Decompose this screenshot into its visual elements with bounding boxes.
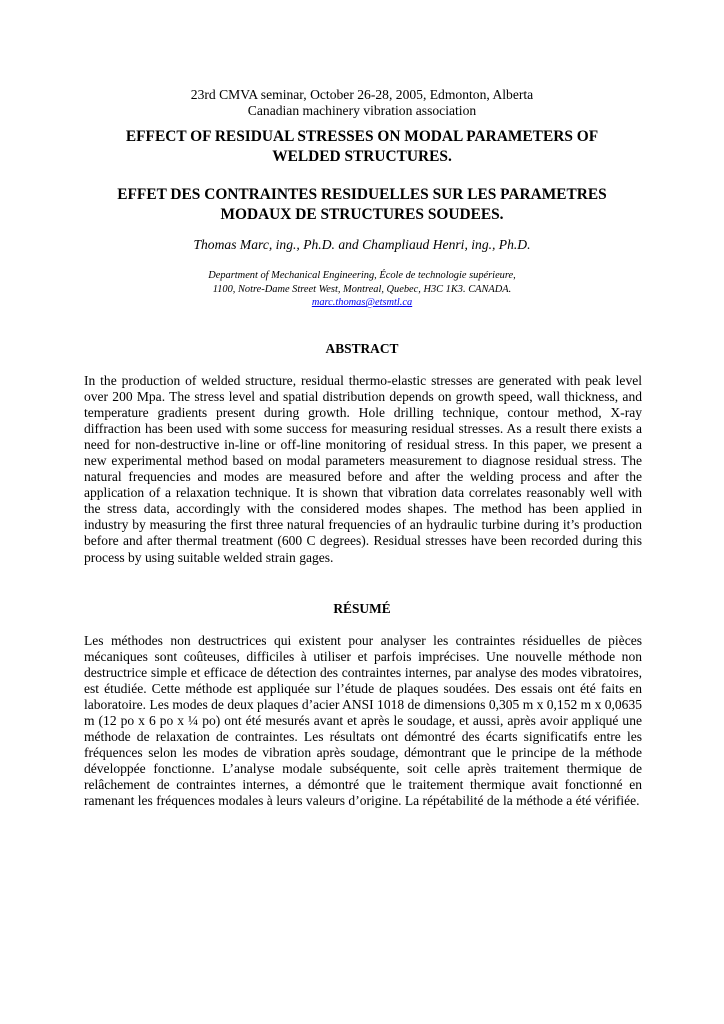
affiliation-email-row <box>0 296 724 310</box>
resume-heading: RÉSUMÉ <box>333 601 391 616</box>
affiliation-line2: 1100, Notre-Dame Street West, Montreal, Quebec, H3C 1K3. CANADA. <box>212 283 512 295</box>
affiliation-line1: Department of Mechanical Engineering, École de technologie supérieure, <box>208 270 516 281</box>
title-french <box>60 185 664 225</box>
seminar-line: 23rd CMVA seminar, October 26-28, 2005, Edmonton, Alberta <box>190 87 534 102</box>
resume-paragraph: Les méthodes non destructrices qui existent pour analyser les contraintes résiduelles de pièces mécaniques sont coûteuses, difficiles à utiliser et parfois imprécises. Une nouvelle méthode non destructrice simple et efficace de détection des contraintes internes, par analyse des modes vibratoires, est étudiée. Cette méthode est appliquée sur l’étude de plaques soudées. Des essais ont été faits en laboratoire. Les modes de deux plaques d’acier ANSI 1018 de dimensions 0,305 m x 0,152 m x 0,0635 m (12 po x 6 po x ¼ po) ont été mesurés avant et après le soudage, et aussi, après avoir appliqué une méthode de relaxation de contraintes. Les résultats ont démontré des écarts significatifs entre les fréquences selon les modes de vibration après soudage, démontrant que le principe de la méthode développée fonctionne. L’analyse modale subséquente, soit celle après traitement thermique de relâchement de contraintes internes, a démontré que le traitement thermique avait fonctionné en ramenant les fréquences modales à leurs valeurs d’origine. La répétabilité de la méthode a été vérifiée. <box>84 633 642 809</box>
abstract-heading: ABSTRACT <box>325 341 399 356</box>
title-french-line2: MODAUX DE STRUCTURES SOUDEES. <box>220 206 504 223</box>
title-english-line1: EFFECT OF RESIDUAL STRESSES ON MODAL PARAMETERS OF <box>125 128 599 145</box>
title-english-line2: WELDED STRUCTURES. <box>272 148 452 165</box>
email-link[interactable]: marc.thomas@etsmtl.ca <box>311 297 413 308</box>
authors-line: Thomas Marc, ing., Ph.D. and Champliaud Henri, ing., Ph.D. <box>193 237 531 252</box>
abstract-paragraph: In the production of welded structure, residual thermo-elastic stresses are generated with peak level over 200 Mpa. The stress level and spatial distribution depends on growth speed, wall thickness, and temperature gradients present during growth. Hole drilling technique, contour method, X-ray diffraction has been used with some success for measuring residual stresses. As a result there exists a need for non-destructive in-line or off-line monitoring of residual stress. In this paper, we present a new experimental method based on modal parameters measurement to diagnose residual stress. The natural frequencies and modes are measured before and after the welding process and after the application of a relaxation technique. It is shown that vibration data correlates reasonably well with the stress data, accordingly with the considered modes shapes. The method has been applied in industry by measuring the first three natural frequencies of an hydraulic turbine during it’s production before and after thermal treatment (600 C degrees). Residual stresses have been recorded during this process by using suitable welded strain gages. <box>84 373 642 565</box>
title-french-line1: EFFET DES CONTRAINTES RESIDUELLES SUR LES PARAMETRES <box>117 186 607 203</box>
title-english <box>60 127 664 167</box>
association-line: Canadian machinery vibration association <box>247 103 477 118</box>
